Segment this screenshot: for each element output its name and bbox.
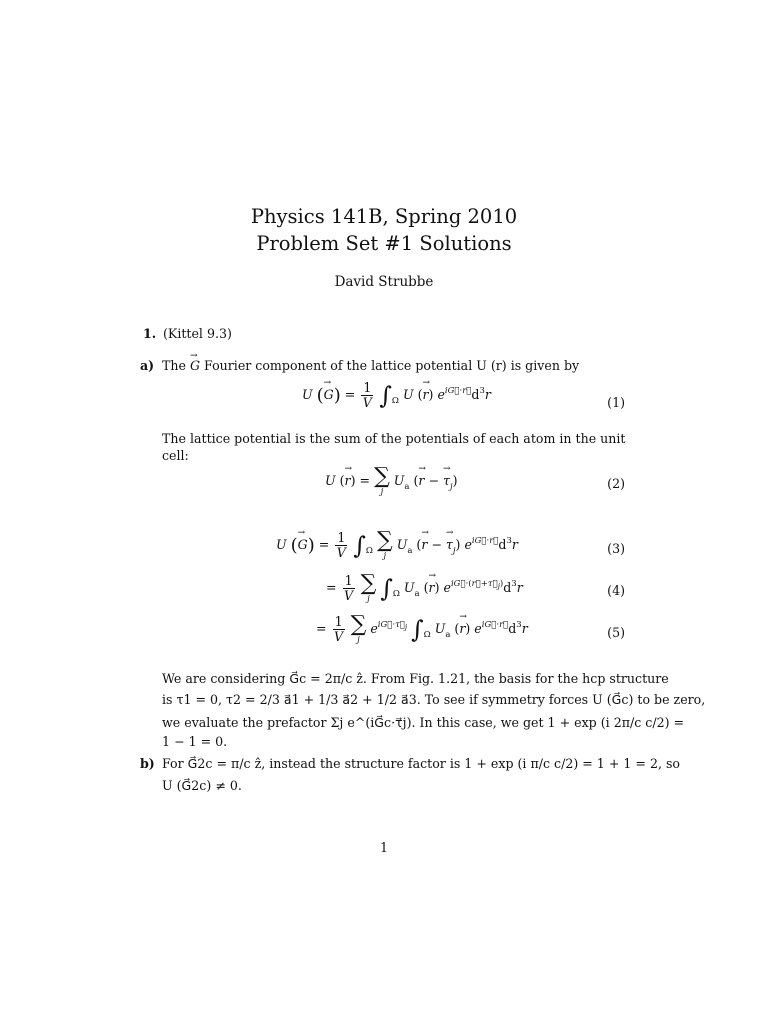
equation-2-number: (2) [607,476,625,491]
part-a-paragraph-line-1: We are considering G⃗c = 2π/c ẑ. From Fig. 1.21, the basis for the hcp structure [162,671,669,686]
part-a-paragraph-line-3: we evaluate the prefactor Σj e^(iG⃗c·τ⃗j). In this case, we get 1 + exp (i 2π/c c/2) = [162,715,685,730]
title-line-2: Problem Set #1 Solutions [256,232,512,255]
part-b-line-2: U (G⃗2c) ≠ 0. [162,778,242,793]
part-a-label: a) [140,358,155,373]
equation-3: U (G →) = $\frac{1}{V}$ $\int_\Omega$ ∑ j $U_a$ (r → − $\tau \to_j$) $e^{iG⃗\cdot r⃗}d^3r$ [276,530,518,561]
page-number: 1 [379,840,388,855]
equation-4-number: (4) [607,583,625,598]
problem-reference: (Kittel 9.3) [163,326,232,341]
lattice-potential-text: The lattice potential is the sum of the potentials of each atom in the unit cell: [162,431,626,463]
equation-5: = $\frac{1}{V}$ ∑ j $e^{iG⃗\cdot\tau⃗_j}$ $\int_\Omega$ $U_a$ (r →) $e^{iG⃗\cdot r⃗}d^3r$ [316,614,528,645]
equation-5-number: (5) [607,625,625,640]
equation-1-number: (1) [607,395,625,410]
equation-1: U (G →) = $\frac{1}{V}$ $\int_\Omega$ U (r →) $e^{iG⃗\cdot r⃗}d^3r$ [302,381,491,410]
equation-2: U (r →) = ∑ j $U_a$ (r → − $\tau \to_j$) [325,466,458,497]
part-b-line-1: For G⃗2c = π/c ẑ, instead the structure factor is 1 + exp (i π/c c/2) = 1 + 1 = 2, so [162,756,681,771]
part-a-paragraph-line-4: 1 − 1 = 0. [162,734,228,749]
part-a-intro: The G → Fourier component of the lattice potential U (r) is given by [162,357,579,374]
part-b-label: b) [140,756,155,771]
equation-4: = $\frac{1}{V}$ ∑ j $\int_\Omega$ $U_a$ (r →) $e^{iG⃗\cdot(r⃗+\tau⃗_j)}d^3r$ [326,573,523,604]
author: David Strubbe [334,274,434,290]
equation-3-number: (3) [607,541,625,556]
problem-number: 1. [143,326,157,341]
title-line-1: Physics 141B, Spring 2010 [250,205,518,228]
part-a-paragraph-line-2: is τ1 = 0, τ2 = 2/3 a⃗1 + 1/3 a⃗2 + 1/2 a⃗3. To see if symmetry forces U (G⃗c) to be zero, [162,692,706,707]
